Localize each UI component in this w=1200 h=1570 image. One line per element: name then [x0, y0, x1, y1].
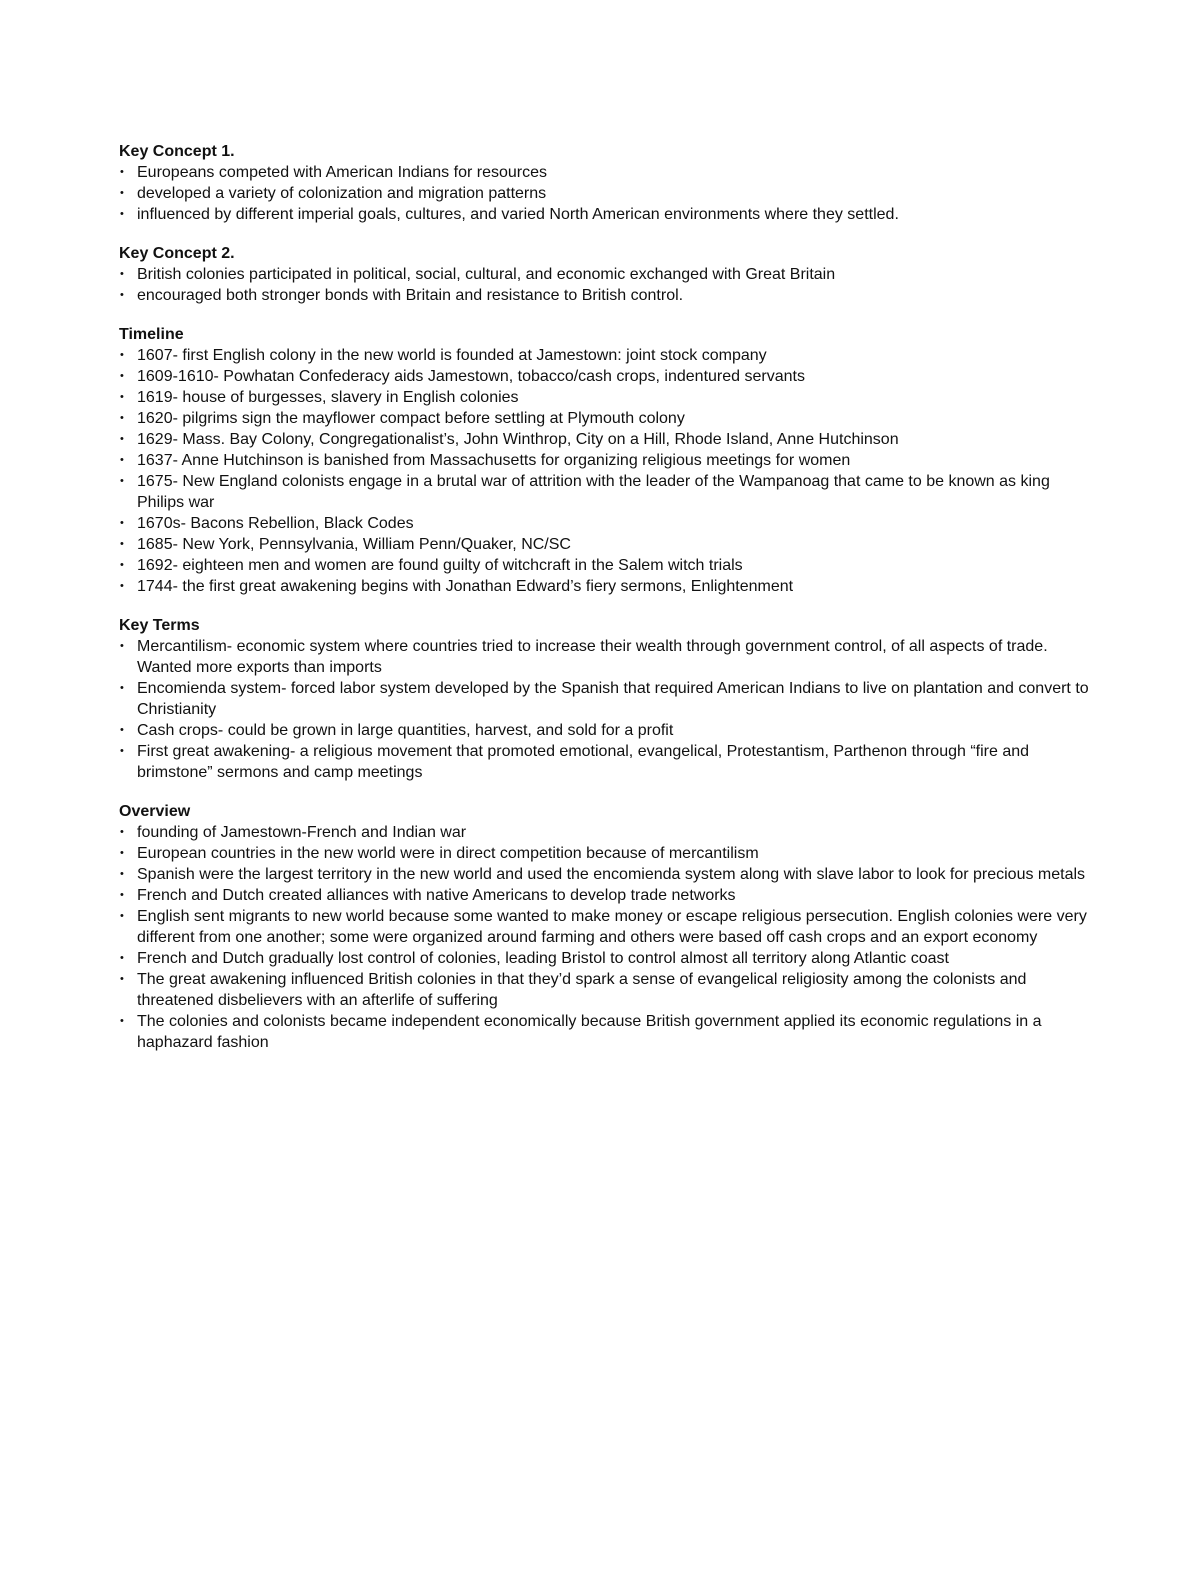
list-item-text: 1670s- Bacons Rebellion, Black Codes [137, 515, 414, 532]
list-item-text: French and Dutch created alliances with native Americans to develop trade networks [137, 887, 736, 904]
list-item-text: 1607- first English colony in the new world is founded at Jamestown: joint stock company [137, 347, 767, 364]
list-item-text: Mercantilism- economic system where countries tried to increase their wealth through government control, of all aspects of trade. Wanted more exports than imports [137, 638, 1048, 676]
bullet-icon: • [120, 289, 124, 301]
bullet-icon: • [120, 847, 124, 859]
list-item [119, 948, 1100, 969]
bullet-icon: • [120, 166, 124, 178]
list-item-text: French and Dutch gradually lost control of colonies, leading Bristol to control almost all territory along Atlantic coast [137, 950, 949, 967]
bullet-icon: • [120, 1015, 124, 1027]
bullet-list [119, 822, 1100, 1053]
bullet-icon: • [120, 268, 124, 280]
list-item-text: 1692- eighteen men and women are found guilty of witchcraft in the Salem witch trials [137, 557, 743, 574]
list-item [119, 387, 1100, 408]
list-item-text: First great awakening- a religious movement that promoted emotional, evangelical, Protestantism, Parthenon through “fire and brimstone” sermons and camp meetings [137, 743, 1030, 781]
section-timeline [119, 324, 1100, 597]
list-item-text: 1609-1610- Powhatan Confederacy aids Jamestown, tobacco/cash crops, indentured servants [137, 368, 805, 385]
list-item-text: encouraged both stronger bonds with Britain and resistance to British control. [137, 287, 684, 304]
list-item-text: Cash crops- could be grown in large quantities, harvest, and sold for a profit [137, 722, 674, 739]
list-item [119, 162, 1100, 183]
bullet-icon: • [120, 454, 124, 466]
list-item [119, 534, 1100, 555]
bullet-icon: • [120, 910, 124, 922]
bullet-icon: • [120, 559, 124, 571]
bullet-icon: • [120, 391, 124, 403]
list-item [119, 429, 1100, 450]
list-item-text: Spanish were the largest territory in the new world and used the encomienda system along with slave labor to look for precious metals [137, 866, 1086, 883]
section-heading: Key Concept 2. [119, 245, 235, 262]
list-item-text: 1629- Mass. Bay Colony, Congregationalist’s, John Winthrop, City on a Hill, Rhode Island, Anne Hutchinson [137, 431, 899, 448]
bullet-icon: • [120, 724, 124, 736]
list-item-text: 1620- pilgrims sign the mayflower compact before settling at Plymouth colony [137, 410, 685, 427]
section-overview [119, 801, 1100, 1053]
list-item-text: 1637- Anne Hutchinson is banished from Massachusetts for organizing religious meetings for women [137, 452, 851, 469]
list-item [119, 555, 1100, 576]
list-item [119, 513, 1100, 534]
bullet-icon: • [120, 517, 124, 529]
list-item [119, 264, 1100, 285]
bullet-icon: • [120, 973, 124, 985]
bullet-icon: • [120, 580, 124, 592]
list-item [119, 408, 1100, 429]
bullet-list [119, 636, 1100, 783]
bullet-icon: • [120, 745, 124, 757]
list-item [119, 885, 1100, 906]
list-item [119, 576, 1100, 597]
list-item [119, 969, 1100, 1011]
bullet-icon: • [120, 412, 124, 424]
list-item [119, 183, 1100, 204]
bullet-icon: • [120, 208, 124, 220]
list-item [119, 285, 1100, 306]
section-key-concept-1 [119, 141, 1100, 225]
bullet-icon: • [120, 889, 124, 901]
bullet-icon: • [120, 952, 124, 964]
list-item [119, 450, 1100, 471]
list-item-text: developed a variety of colonization and migration patterns [137, 185, 547, 202]
list-item [119, 1011, 1100, 1053]
bullet-list [119, 162, 1100, 225]
list-item [119, 636, 1100, 678]
list-item-text: English sent migrants to new world because some wanted to make money or escape religious persecution. English colonies were very different from one another; some were organized around farming and others were based off cash crops and an export economy [137, 908, 1087, 946]
list-item [119, 906, 1100, 948]
bullet-icon: • [120, 868, 124, 880]
bullet-icon: • [120, 370, 124, 382]
list-item [119, 678, 1100, 720]
bullet-icon: • [120, 640, 124, 652]
list-item-text: 1744- the first great awakening begins with Jonathan Edward’s fiery sermons, Enlightenment [137, 578, 794, 595]
section-heading: Key Concept 1. [119, 143, 235, 160]
list-item [119, 741, 1100, 783]
list-item [119, 822, 1100, 843]
list-item [119, 204, 1100, 225]
list-item [119, 864, 1100, 885]
list-item [119, 345, 1100, 366]
section-key-terms [119, 615, 1100, 783]
list-item-text: influenced by different imperial goals, cultures, and varied North American environments where they settled. [137, 206, 899, 223]
list-item-text: The great awakening influenced British colonies in that they’d spark a sense of evangelical religiosity among the colonists and threatened disbelievers with an afterlife of suffering [137, 971, 1027, 1009]
bullet-icon: • [120, 187, 124, 199]
section-heading: Overview [119, 803, 191, 820]
list-item [119, 471, 1100, 513]
list-item-text: 1675- New England colonists engage in a brutal war of attrition with the leader of the Wampanoag that came to be known as king Philips war [137, 473, 1050, 511]
list-item-text: 1619- house of burgesses, slavery in English colonies [137, 389, 519, 406]
bullet-icon: • [120, 433, 124, 445]
bullet-icon: • [120, 475, 124, 487]
list-item [119, 720, 1100, 741]
list-item [119, 843, 1100, 864]
bullet-icon: • [120, 538, 124, 550]
section-heading: Timeline [119, 326, 184, 343]
list-item-text: The colonies and colonists became independent economically because British government applied its economic regulations in a haphazard fashion [137, 1013, 1042, 1051]
list-item-text: Encomienda system- forced labor system developed by the Spanish that required American Indians to live on plantation and convert to Christianity [137, 680, 1089, 718]
bullet-icon: • [120, 682, 124, 694]
list-item-text: 1685- New York, Pennsylvania, William Penn/Quaker, NC/SC [137, 536, 571, 553]
list-item-text: British colonies participated in political, social, cultural, and economic exchanged with Great Britain [137, 266, 836, 283]
section-heading: Key Terms [119, 617, 200, 634]
list-item-text: Europeans competed with American Indians for resources [137, 164, 547, 181]
list-item-text: European countries in the new world were in direct competition because of mercantilism [137, 845, 759, 862]
section-key-concept-2 [119, 243, 1100, 306]
list-item [119, 366, 1100, 387]
list-item-text: founding of Jamestown-French and Indian war [137, 824, 467, 841]
bullet-list [119, 264, 1100, 306]
bullet-icon: • [120, 826, 124, 838]
bullet-icon: • [120, 349, 124, 361]
bullet-list [119, 345, 1100, 597]
